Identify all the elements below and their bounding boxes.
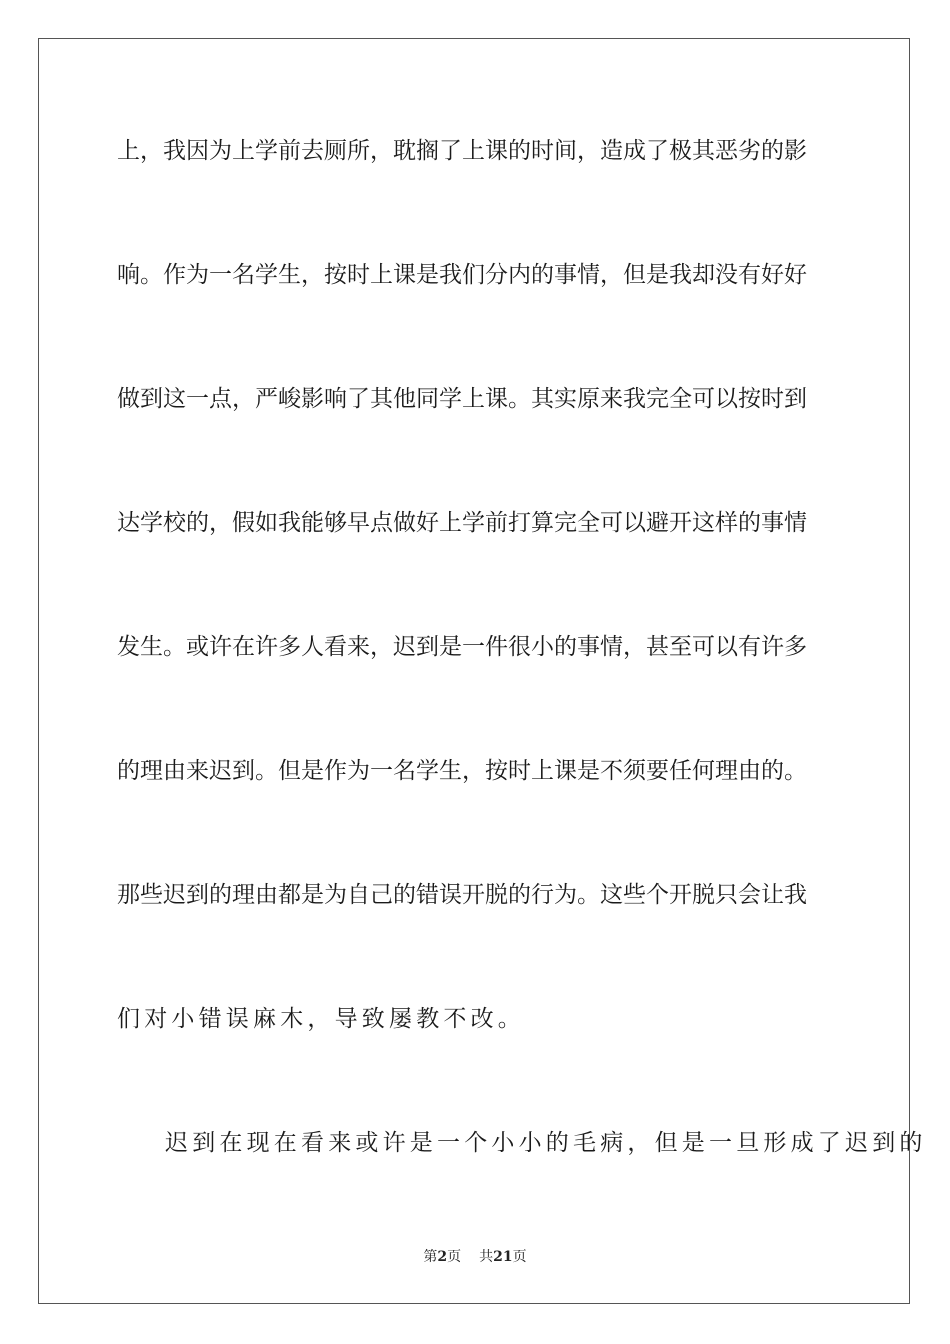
page-border	[38, 38, 927, 1304]
footer-page-prefix: 第	[423, 1249, 438, 1265]
body-line-7: 那些迟到的理由都是为自己的错误开脱的行为。这些个开脱只会让我	[117, 882, 807, 908]
footer-page-suffix: 页	[447, 1249, 462, 1265]
body-line-4: 达学校的，假如我能够早点做好上学前打算完全可以避开这样的事情	[117, 510, 807, 536]
body-line-6: 的理由来迟到。但是作为一名学生，按时上课是不须要任何理由的。	[117, 758, 807, 784]
body-line-2: 响。作为一名学生，按时上课是我们分内的事情，但是我却没有好好	[117, 262, 807, 288]
body-line-5: 发生。或许在许多人看来，迟到是一件很小的事情，甚至可以有许多	[117, 634, 807, 660]
footer-total-number: 21	[493, 1249, 513, 1265]
body-line-3: 做到这一点，严峻影响了其他同学上课。其实原来我完全可以按时到	[117, 386, 807, 412]
page-footer	[0, 1248, 950, 1266]
body-line-1: 上，我因为上学前去厕所，耽搁了上课的时间，造成了极其恶劣的影	[117, 138, 807, 164]
body-line-8: 们对小错误麻木，导致屡教不改。	[117, 1006, 525, 1032]
body-line-9-paragraph-start: 迟到在现在看来或许是一个小小的毛病，但是一旦形成了迟到的	[165, 1130, 927, 1156]
footer-page-number: 2	[437, 1249, 448, 1265]
footer-total-prefix: 共	[479, 1249, 494, 1265]
footer-total-suffix: 页	[512, 1249, 527, 1265]
